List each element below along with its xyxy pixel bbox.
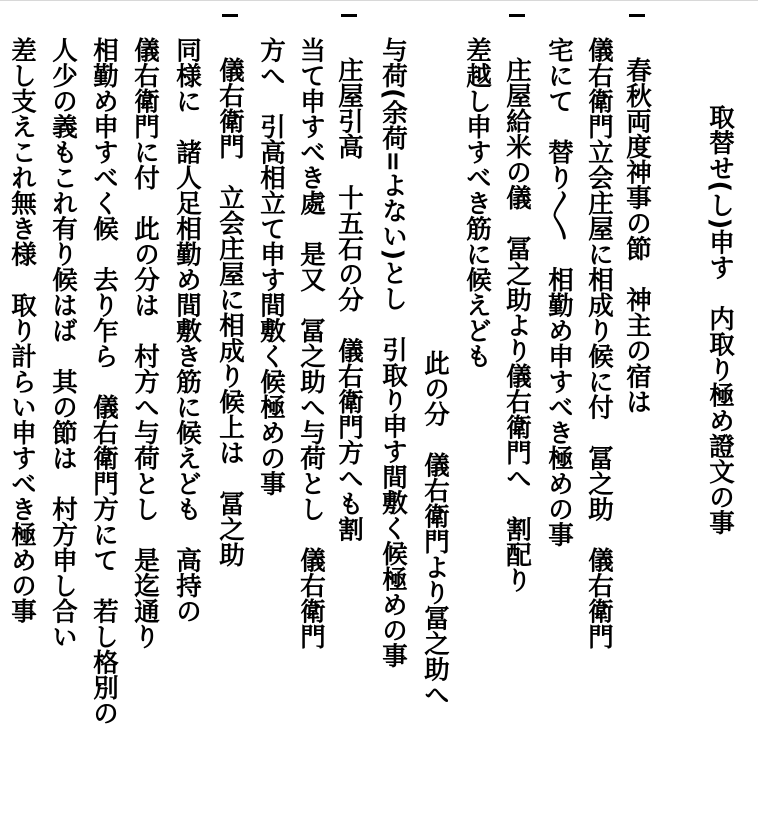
item-2-line-1: 庄屋給米の儀 冨之助より儀右衛門へ 割配り (502, 57, 532, 593)
item-3-line-1: 庄屋引高 十五石の分 儀右衛門方へも割 (334, 57, 364, 542)
item-4-line-4: 相勤め申すべく候 去り乍ら 儀右衛門方にて 若し格別の (89, 37, 119, 726)
item-1-line-3: 宅にて 替り〳〵 相勤め申すべき極めの事 (544, 37, 574, 547)
item-4-line-6: 差し支えこれ無き様 取り計らい申すべき極めの事 (7, 37, 37, 624)
document-title: 取替せ(し)申す 内取り極め證文の事 (705, 104, 735, 536)
item-1-line-1: 春秋両度神事の節 神主の宿は (622, 57, 652, 414)
item-3-line-2: 当て申すべき處 是又 冨之助へ与荷とし 儀右衛門 (296, 37, 326, 649)
item-1-line-2: 儀右衛門立会庄屋に相成り候に付 冨之助 儀右衛門 (584, 37, 614, 649)
item-4-line-3: 儀右衛門に付 此の分は 村方へ与荷とし 是迄通り (130, 37, 160, 649)
item-2-line-2: 差越し申すべき筋に候えども (462, 37, 492, 369)
item-4-line-2: 同様に 諸人足相勤め間敷き筋に候えども 高持の (172, 37, 202, 624)
item-2-line-3: 此の分 儀右衛門より冨之助へ (420, 350, 450, 707)
item-3-line-3: 方へ 引高相立て申す間敷く候極めの事 (256, 37, 286, 496)
item-4-line-1: 儀右衛門 立会庄屋に相成り候上は 冨之助 (215, 57, 245, 567)
item-2-line-4: 与荷(余荷=よない)とし 引取り申す間敷く候極めの事 (378, 37, 408, 669)
item-4-line-5: 人少の義もこれ有り候はば 其の節は 村方申し合い (48, 37, 78, 649)
